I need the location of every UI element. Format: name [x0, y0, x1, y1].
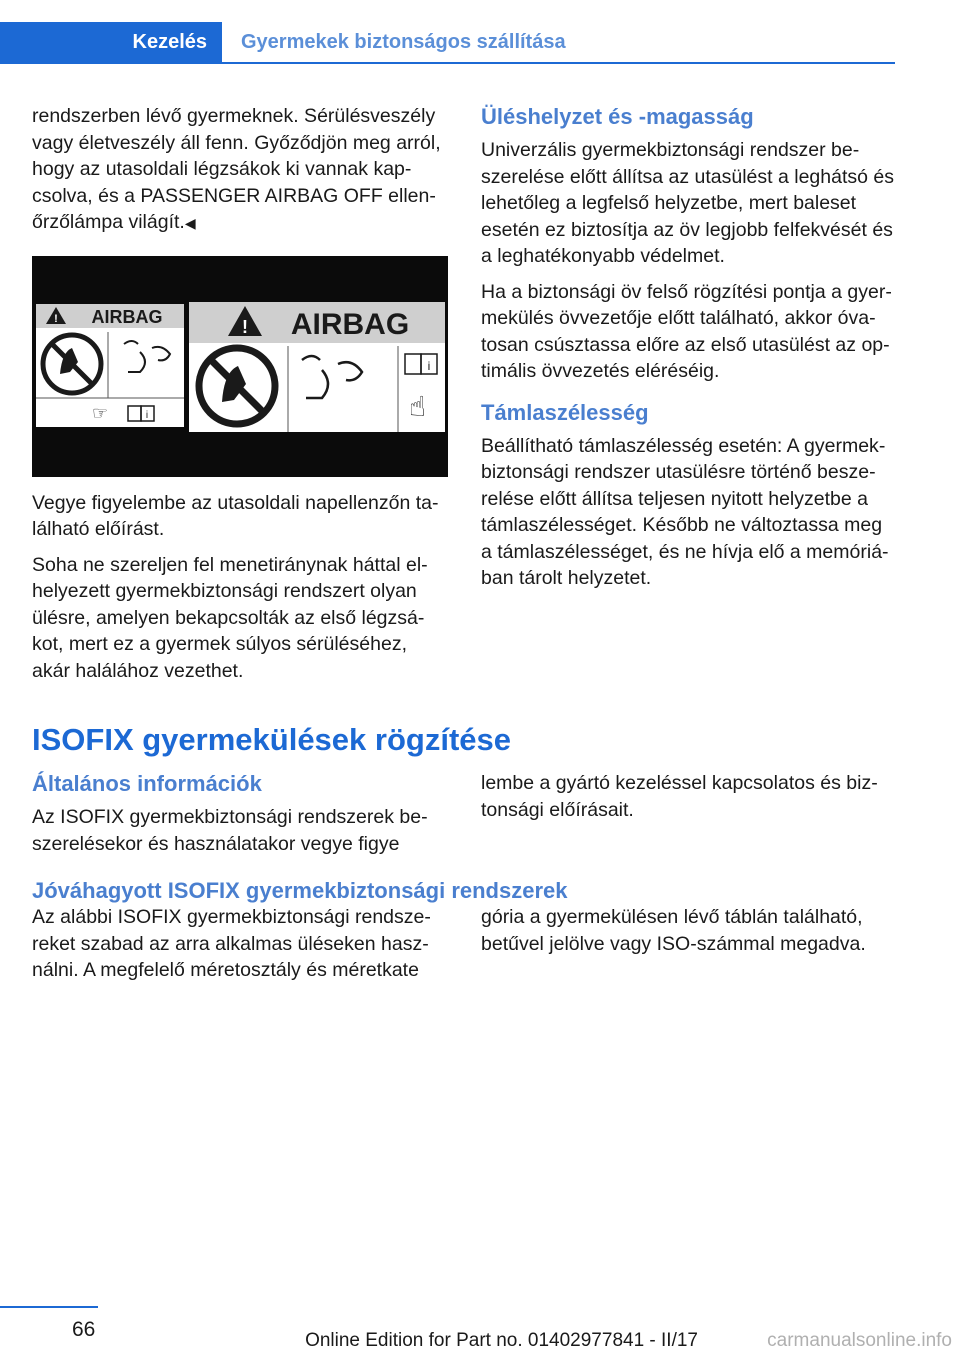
- left-column: [32, 103, 448, 693]
- large-label-text: AIRBAG: [290, 307, 410, 341]
- approved-text-right: gória a gyermekülésen lévő táblán található, betűvel jelölve vagy ISO-számmal megadva.: [481, 906, 866, 955]
- svg-text:i: i: [145, 409, 149, 421]
- warning-continuation: [32, 103, 448, 237]
- seat-position-text-2: Ha a biztonsági öv felső rögzítési pontja a gyermekülés övvezetője előtt található, akkor óvatosan csúsztassa előre az első utasülést az optimális övvezetés eléréséig.: [481, 280, 892, 382]
- footer-rule: [0, 1306, 98, 1308]
- general-info-text-left: Az ISOFIX gyermekbiztonsági rendszerek beszerelésekor és használatakor vegye figye: [32, 806, 428, 855]
- warning-text: rendszerben lévő gyermeknek. Sérülésveszély vagy életveszély áll fenn. Győződjön meg arról, hogy az utasoldali légzsákok ki vannak kapcsolva, és a PASSENGER AIRBAG OFF ellenőrzőlámpa világít.: [32, 105, 441, 233]
- approved-text-left: Az alábbi ISOFIX gyermekbiztonsági rendszereket szabad az arra alkalmas üléseken használni. A megfelelő méretosztály és méretkate: [32, 906, 431, 981]
- approved-right: [481, 904, 897, 966]
- edition-info: Online Edition for Part no. 01402977841 - II/17: [305, 1330, 698, 1351]
- pointing-hand-icon: ☞: [92, 402, 109, 424]
- page-number: 66: [72, 1318, 96, 1341]
- svg-text:!: !: [242, 316, 248, 337]
- backrest-width-text: Beállítható támlaszélesség esetén: A gyermekbiztonsági rendszer utasülésre történő beszerelése előtt állítsa teljesen nyitott helyzetbe a támlaszélességet. Később ne változtassa meg a támlaszélességet, és ne hívja elő a memóriában tárolt helyzetet.: [481, 434, 889, 589]
- seat-position-text-1: Univerzális gyermekbiztonsági rendszer beszerelése előtt állítsa az utasülést a leghátsó és lehetőleg a legfelső helyzetbe, mert baleset esetén ez biztosítja az öv legjobb felfekvését és a leghatékonyabb védelmet.: [481, 139, 894, 267]
- chapter-tab[interactable]: Kezelés: [0, 22, 222, 62]
- backrest-width-heading: Támlaszélesség: [481, 399, 649, 425]
- general-info-left: [32, 770, 448, 866]
- approved-isofix-heading: Jóváhagyott ISOFIX gyermekbiztonsági rendszerek: [32, 878, 568, 903]
- airbag-warning-labels-figure: [32, 256, 448, 477]
- small-label-text: AIRBAG: [91, 306, 163, 327]
- svg-text:!: !: [54, 312, 58, 325]
- approved-left: [32, 904, 448, 993]
- isofix-title: ISOFIX gyermekülések rögzítése: [32, 722, 511, 757]
- right-column: [481, 103, 897, 601]
- watermark: carmanualsonline.info: [767, 1330, 952, 1351]
- general-info-text-right: lembe a gyártó kezeléssel kapcsolatos és biztonsági előírásait.: [481, 772, 878, 821]
- sun-visor-note: Vegye figyelembe az utasoldali napellenzőn található előírást.: [32, 491, 439, 540]
- general-info-right: [481, 770, 897, 832]
- end-marker: ◀: [184, 215, 196, 231]
- rear-facing-warning: Soha ne szereljen fel menetiránynak háttal elhelyezett gyermekbiztonsági rendszert olyan ülésre, amelyen bekapcsolták az első légzsákot, mert ez a gyermek súlyos sérüléséhez, akár halálához vezethet.: [32, 553, 428, 682]
- pointing-hand-up-icon: ☝: [409, 389, 427, 423]
- seat-position-heading: Üléshelyzet és -magasság: [481, 104, 754, 129]
- general-info-heading: Általános információk: [32, 771, 262, 796]
- section-title[interactable]: Gyermekek biztonságos szállítása: [241, 30, 566, 53]
- svg-text:i: i: [427, 358, 431, 373]
- header-bar: [0, 22, 895, 64]
- airbag-labels-svg: [32, 256, 448, 477]
